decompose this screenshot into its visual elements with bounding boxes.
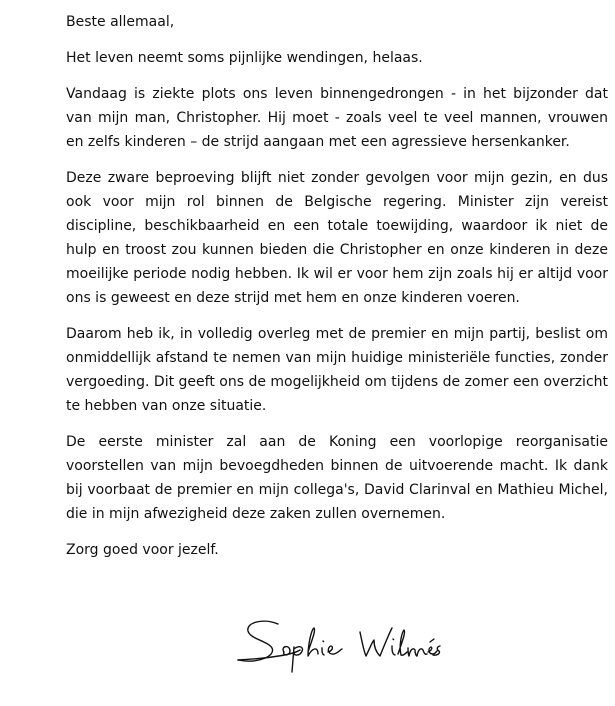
- letter-closing: Zorg goed voor jezelf.: [66, 542, 219, 558]
- letter-paragraph-3: Deze zware beproeving blijft niet zonder gevolgen voor mijn gezin, en dus ook voor mijn rol binnen de Belgische regering. Minister zijn vereist discipline, beschikbaarheid en een totale toewijding, waardoor ik niet de hulp en troost zou kunnen bieden die Christopher en onze kinderen in deze moeilijke periode nodig hebben. Ik wil er voor hem zijn zoals hij er altijd voor ons is geweest en deze strijd met hem en onze kinderen voeren.: [66, 170, 608, 306]
- letter-greeting: Beste allemaal,: [66, 14, 175, 30]
- letter-paragraph-4: Daarom heb ik, in volledig overleg met de premier en mijn partij, beslist om onmiddellijk afstand te nemen van mijn huidige ministeriële functies, zonder vergoeding. Dit geeft ons de mogelijkheid om tijdens de zomer een overzicht te hebben van onze situatie.: [66, 326, 609, 414]
- letter-paragraph-2: Vandaag is ziekte plots ons leven binnengedrongen - in het bijzonder dat van mijn man, Christopher. Hij moet - zoals veel te veel mannen, vrouwen en zelfs kinderen – de strijd aangaan met een agressieve hersenkanker.: [66, 86, 608, 150]
- handwritten-signature: [234, 614, 442, 676]
- letter-paragraph-5: De eerste minister zal aan de Koning een voorlopige reorganisatie voorstellen van mijn bevoegdheden binnen de uitvoerende macht. Ik dank bij voorbaat de premier en mijn collega's, David Clarinval en Mathieu Michel, die in mijn afwezigheid deze zaken zullen overnemen.: [66, 434, 608, 522]
- signature-drawing: [234, 614, 442, 676]
- letter-paragraph-1: Het leven neemt soms pijnlijke wendingen, helaas.: [66, 50, 423, 66]
- letter-body: [66, 10, 608, 574]
